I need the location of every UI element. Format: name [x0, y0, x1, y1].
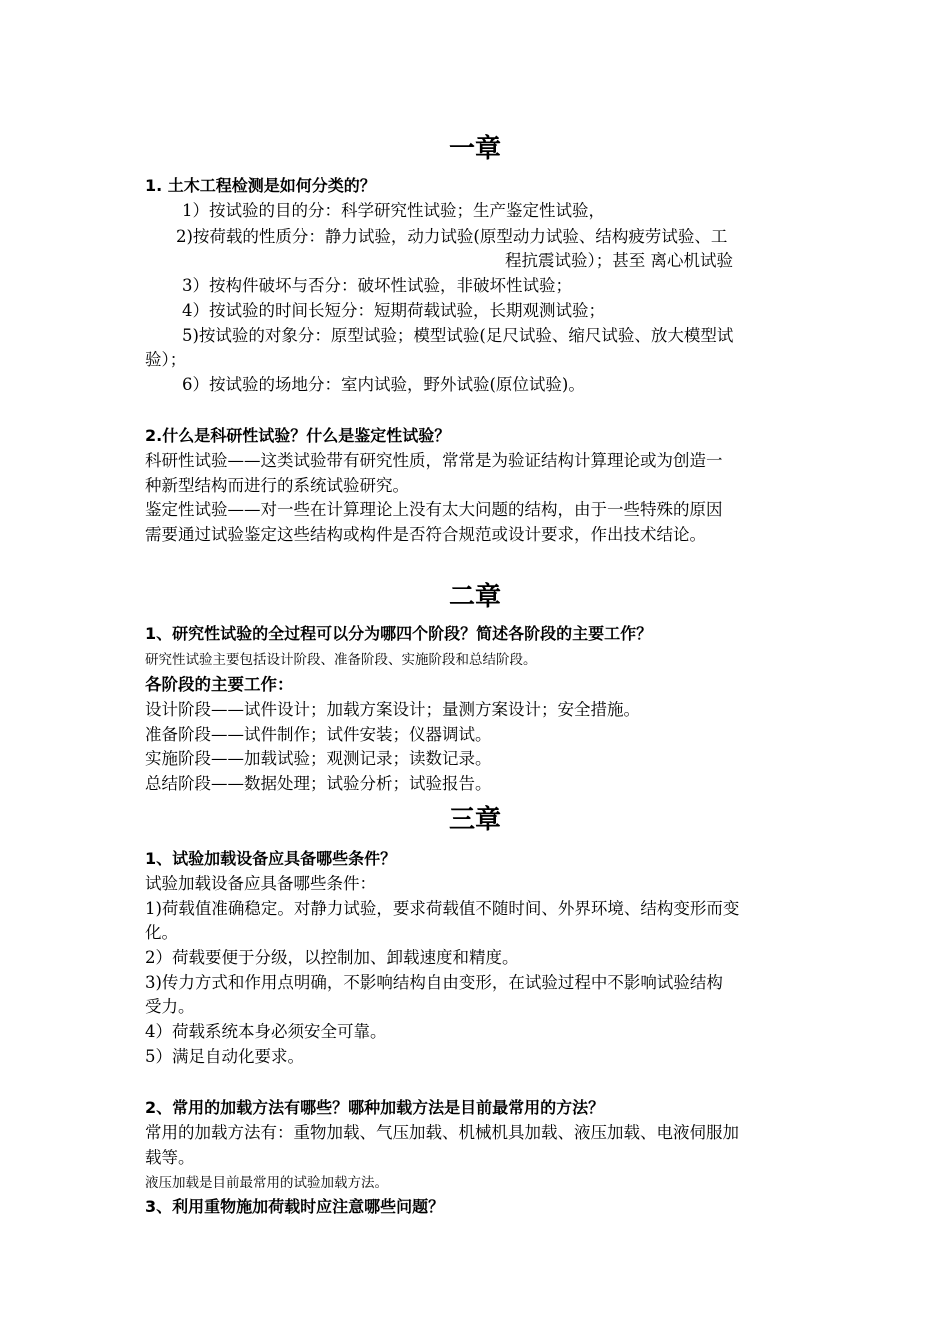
- ch3-q2-line: 常用的加载方法有：重物加载、气压加载、机械机具加载、液压加载、电液伺服加: [145, 1123, 739, 1142]
- chapter-1-title: 一章: [448, 134, 501, 164]
- ch3-q1-line: 5）满足自动化要求。: [145, 1047, 304, 1066]
- ch2-q1-subtitle: 各阶段的主要工作：: [145, 675, 294, 694]
- ch1-q1-line: 程抗震试验）；甚至 离心机试验: [505, 251, 733, 270]
- ch1-q2-line: 科研性试验——这类试验带有研究性质，常常是为验证结构计算理论或为创造一: [145, 451, 723, 470]
- ch3-q3-title: 3、利用重物施加荷载时应注意哪些问题？: [145, 1197, 445, 1216]
- ch3-q1-line: 4）荷载系统本身必须安全可靠。: [145, 1022, 387, 1041]
- ch3-q1-line: 试验加载设备应具备哪些条件：: [145, 874, 376, 893]
- ch1-q1-line: 6）按试验的场地分：室内试验，野外试验(原位试验)。: [182, 375, 585, 394]
- ch1-q1-line: 1）按试验的目的分：科学研究性试验；生产鉴定性试验，: [182, 201, 605, 220]
- ch2-q1-line: 总结阶段——数据处理；试验分析；试验报告。: [145, 774, 492, 793]
- ch1-q1-title: 1. 土木工程检测是如何分类的？: [145, 176, 376, 195]
- ch2-q1-intro: 研究性试验主要包括设计阶段、准备阶段、实施阶段和总结阶段。: [145, 652, 537, 668]
- chapter-3-title: 三章: [448, 805, 501, 835]
- ch3-q1-line: 2）荷载要便于分级，以控制加、卸载速度和精度。: [145, 948, 519, 967]
- ch1-q1-line: 验）；: [145, 350, 187, 369]
- ch1-q2-title: 2.什么是科研性试验？什么是鉴定性试验？: [145, 426, 451, 445]
- ch3-q2-note: 液压加载是目前最常用的试验加载方法。: [145, 1175, 388, 1191]
- ch2-q1-line: 设计阶段——试件设计；加载方案设计；量测方案设计；安全措施。: [145, 700, 640, 719]
- ch1-q1-line: 5)按试验的对象分：原型试验；模型试验(足尺试验、缩尺试验、放大模型试: [182, 326, 734, 345]
- chapter-2-title: 二章: [448, 582, 501, 612]
- ch1-q2-line: 需要通过试验鉴定这些结构或构件是否符合规范或设计要求，作出技术结论。: [145, 525, 706, 544]
- ch1-q1-line: 2)按荷载的性质分：静力试验，动力试验(原型动力试验、结构疲劳试验、工: [176, 227, 728, 246]
- ch1-q1-line: 3）按构件破坏与否分：破坏性试验，非破坏性试验；: [182, 276, 572, 295]
- ch2-q1-line: 准备阶段——试件制作；试件安装；仪器调试。: [145, 725, 492, 744]
- ch3-q2-line: 载等。: [145, 1148, 195, 1167]
- ch2-q1-title: 1、研究性试验的全过程可以分为哪四个阶段？简述各阶段的主要工作？: [145, 624, 653, 643]
- ch3-q1-line: 受力。: [145, 997, 195, 1016]
- ch1-q2-line: 鉴定性试验——对一些在计算理论上没有太大问题的结构，由于一些特殊的原因: [145, 500, 723, 519]
- ch1-q2-line: 种新型结构而进行的系统试验研究。: [145, 476, 409, 495]
- ch3-q1-title: 1、试验加载设备应具备哪些条件？: [145, 849, 397, 868]
- ch2-q1-line: 实施阶段——加载试验；观测记录；读数记录。: [145, 749, 492, 768]
- ch3-q1-line: 3)传力方式和作用点明确，不影响结构自由变形，在试验过程中不影响试验结构: [145, 973, 723, 992]
- ch3-q1-line: 1)荷载值准确稳定。对静力试验，要求荷载值不随时间、外界环境、结构变形而变: [145, 899, 740, 918]
- ch1-q1-line: 4）按试验的时间长短分：短期荷载试验，长期观测试验；: [182, 301, 605, 320]
- ch3-q1-line: 化。: [145, 923, 178, 942]
- ch3-q2-title: 2、常用的加载方法有哪些？哪种加载方法是目前最常用的方法？: [145, 1098, 605, 1117]
